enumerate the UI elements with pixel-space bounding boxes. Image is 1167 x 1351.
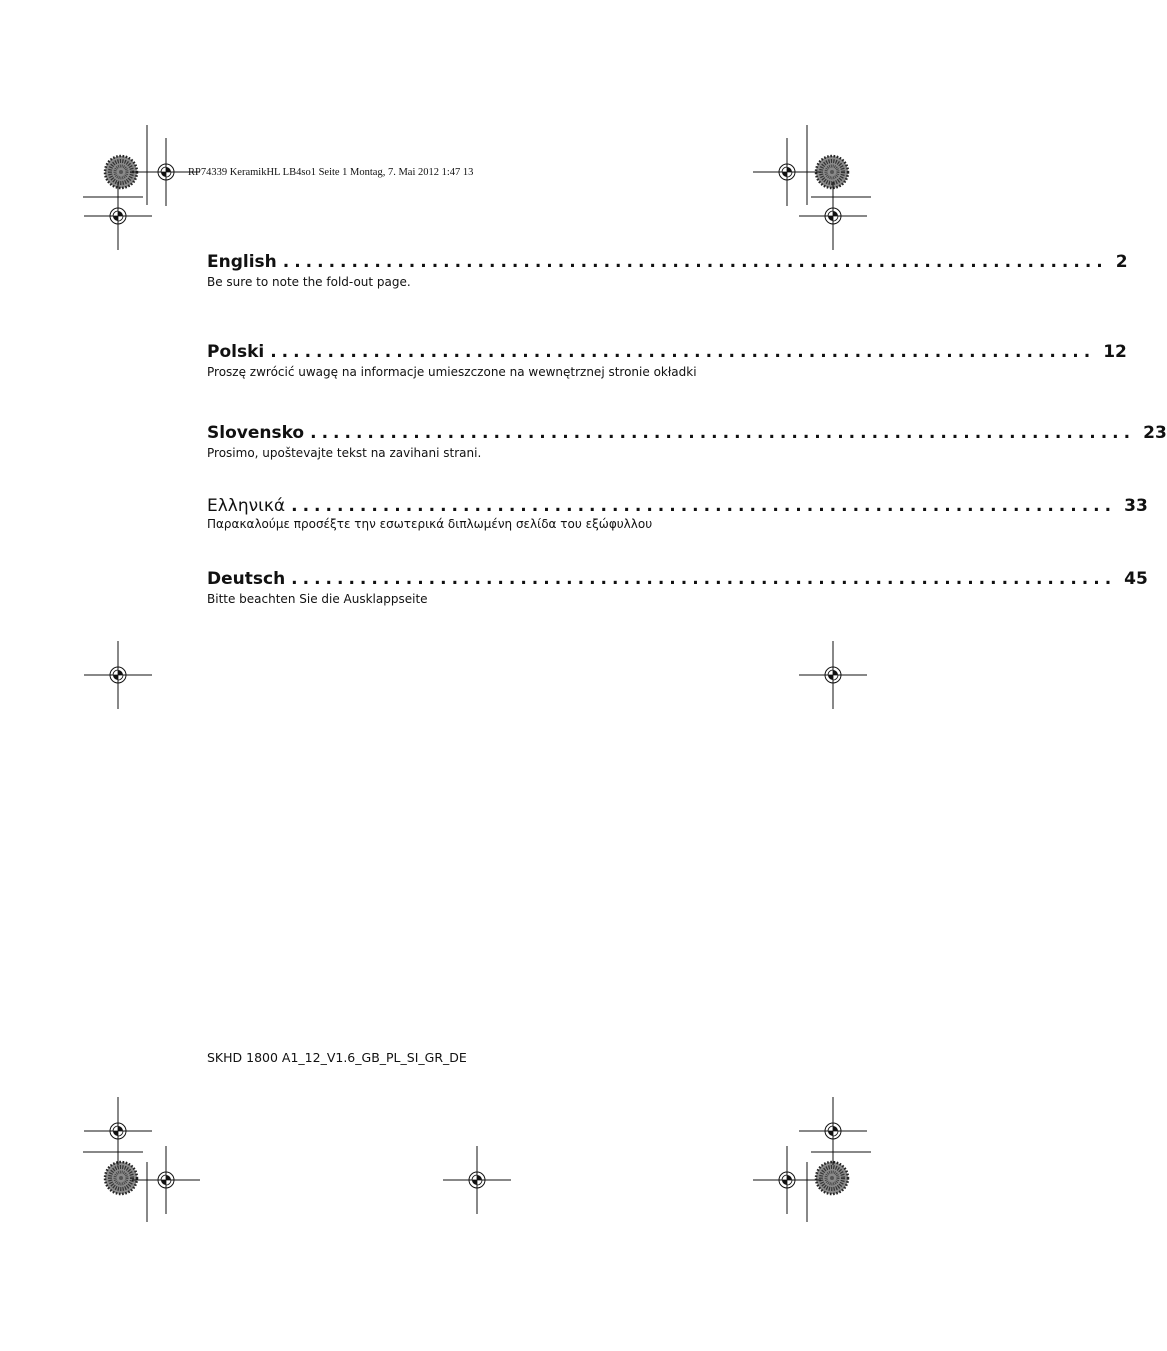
toc-title: Ελληνικά [207,496,286,516]
toc-page-number: 33 [1124,496,1148,516]
toc-entry-slovensko [207,423,1167,460]
toc-entry-polski [207,342,1127,379]
toc-note: Be sure to note the fold-out page. [207,275,411,289]
dot-leader: ........................................................................ [291,496,1117,516]
toc-page-number: 45 [1124,569,1148,589]
toc-title: Slovensko [207,423,305,443]
toc-note: Παρακαλούμε προσέξτε την εσωτερικά διπλωμένη σελίδα του εξώφυλλου [207,517,653,531]
toc-page-number: 2 [1115,252,1128,272]
print-header-info: RP74339 KeramikHL LB4so1 Seite 1 Montag, 7. Mai 2012 1:47 13 [188,167,474,178]
toc-note: Proszę zwrócić uwagę na informacje umieszczone na wewnętrznej stronie okładki [207,365,697,379]
toc-title: Polski [207,342,265,362]
toc-note: Prosimo, upoštevajte tekst na zavihani strani. [207,446,482,460]
dot-leader: ........................................................................ [270,342,1096,362]
toc-title: Deutsch [207,569,286,589]
toc-entry-greek [207,496,1148,531]
toc-entry-deutsch [207,569,1148,606]
document-code: SKHD 1800 A1_12_V1.6_GB_PL_SI_GR_DE [207,1050,467,1065]
toc-title: English [207,252,277,272]
dot-leader: ........................................................................ [310,423,1136,443]
toc-note: Bitte beachten Sie die Ausklappseite [207,592,428,606]
toc-entry-english [207,252,1128,289]
dot-leader: ........................................................................ [291,569,1117,589]
toc-page-number: 12 [1103,342,1127,362]
toc-page-number: 23 [1143,423,1167,443]
dot-leader: ........................................................................ [282,252,1108,272]
